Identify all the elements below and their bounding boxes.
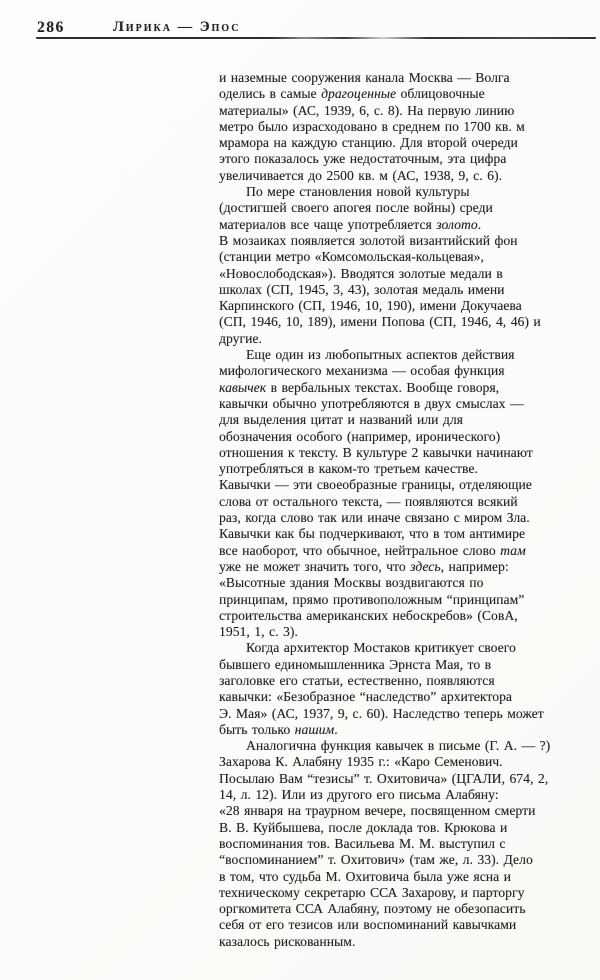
text-run: в том, что судьба М. Охитовича была уже ясна и (219, 868, 511, 884)
text-run: (СП, 1946, 10, 189), имени Попова (СП, 1946, 4, 46) и (219, 314, 541, 330)
text-line (219, 314, 596, 330)
text-line (219, 803, 596, 819)
text-run: Еще один из любопытных аспектов действия (246, 347, 515, 363)
text-run: (достигшей своего апогея после войны) среди (219, 200, 493, 216)
text-line (219, 282, 596, 298)
text-line (219, 70, 596, 86)
text-run: Кавычки как бы подчеркивают, что в том антимире (219, 526, 526, 542)
text-run: материалы» (АС, 1939, 6, с. 8). На первую линию (219, 102, 515, 118)
text-line (219, 901, 596, 917)
text-run: строительства американских небоскребов» (СовА, (219, 607, 518, 623)
body-text (219, 70, 596, 950)
text-run: Захарова К. Алабяну 1935 г.: «Каро Семенович. (219, 754, 503, 770)
text-run: 1951, 1, с. 3). (219, 624, 298, 640)
text-line (219, 754, 596, 770)
text-run: (станции метро «Комсомольская-кольцевая», (219, 249, 484, 265)
text-run: кавычки обычно употребляются в двух смыслах — (219, 395, 524, 411)
text-line (219, 86, 596, 102)
text-line (219, 657, 596, 673)
text-run: оргкомитета ССА Алабяну, поэтому не обезопасить (219, 901, 526, 917)
text-run: в вербальных текстах. Вообще говоря, (266, 379, 500, 395)
text-run: уже не может значить того, что (219, 558, 411, 574)
text-line (219, 249, 596, 265)
text-line (219, 200, 596, 216)
text-line (219, 624, 596, 640)
text-run: обозначения особого (например, иронического) (219, 428, 501, 444)
text-line (219, 820, 596, 836)
text-run: . (334, 721, 338, 737)
text-line (219, 852, 596, 868)
text-run: все наоборот, что обычное, нейтральное слово (219, 542, 501, 558)
text-line (219, 706, 596, 722)
text-run: По мере становления новой культуры (246, 184, 470, 200)
header-rule (36, 37, 596, 39)
text-line (219, 869, 596, 885)
text-line (219, 543, 596, 559)
text-run: мрамора на каждую станцию. Для второй очереди (219, 135, 518, 151)
text-line (219, 331, 596, 347)
text-line (219, 526, 596, 542)
text-line (219, 151, 596, 167)
text-line (219, 738, 596, 754)
text-run: «Новослободская»). Вводятся золотые медали в (219, 265, 503, 281)
page-number: 286 (37, 19, 65, 36)
text-line (219, 559, 596, 575)
text-line (219, 917, 596, 933)
text-run: увеличивается до 2500 кв. м (АС, 1938, 9, с. 6). (219, 167, 503, 183)
text-line (219, 673, 596, 689)
text-run: другие. (219, 330, 262, 346)
text-line (219, 640, 596, 656)
text-run: В. В. Куйбышева, после доклада тов. Крюкова и (219, 819, 508, 835)
text-line (219, 380, 596, 396)
text-run: «Высотные здания Москвы воздвигаются по (219, 575, 484, 591)
text-run: для выделения цитат и названий или для (219, 412, 463, 428)
text-run: слова от остального текста, — появляются всякий (219, 493, 518, 509)
text-run: кавычки: «Безобразное “наследство” архитектора (219, 689, 512, 705)
text-run: и наземные сооружения канала Москва — Волга (219, 70, 510, 85)
text-line (219, 689, 596, 705)
text-run: школах (СП, 1945, 3, 43), золотая медаль имени (219, 281, 505, 297)
text-line (219, 934, 596, 950)
text-line (219, 608, 596, 624)
text-line (219, 510, 596, 526)
text-run: казалось рискованным. (219, 933, 356, 949)
text-line (219, 592, 596, 608)
text-run: раз, когда слово так или иначе связано с миром Зла. (219, 510, 530, 526)
text-run: Когда архитектор Мостаков критикует своего (246, 640, 516, 656)
text-run: себя от его тезисов или воспоминаний кавычками (219, 917, 517, 933)
text-line (219, 233, 596, 249)
text-run: В мозаиках появляется золотой византийский фон (219, 232, 518, 248)
text-run: “воспоминанием” т. Охитович» (там же, л. 33). Дело (219, 852, 533, 868)
emphasized-text: золото (436, 216, 478, 232)
emphasized-text: здесь (410, 558, 441, 574)
text-line (219, 135, 596, 151)
text-run: «28 января на траурном вечере, посвященном смерти (219, 803, 536, 819)
emphasized-text: нашим (294, 721, 335, 737)
running-title: Лирика — Эпос (113, 19, 241, 35)
text-run: оделись в самые (219, 86, 322, 102)
text-run: метро было израсходовано в среднем по 1700 кв. м (219, 118, 525, 134)
text-run: Карпинского (СП, 1946, 10, 190), имени Докучаева (219, 298, 522, 314)
text-line (219, 103, 596, 119)
text-run: Кавычки — эти своеобразные границы, отделяющие (219, 477, 532, 493)
text-line (219, 298, 596, 314)
text-run: техническому секретарю ССА Захарову, и парторгу (219, 884, 525, 900)
text-run: 14, л. 12). Или из другого его письма Алабяну: (219, 787, 499, 803)
text-run: Посылаю Вам “тезисы” т. Охитовича» (ЦГАЛИ, 674, 2, (219, 770, 549, 786)
text-line (219, 347, 596, 363)
text-line (219, 363, 596, 379)
text-line (219, 168, 596, 184)
text-run: , например: (440, 558, 509, 574)
text-run: принципам, прямо противоположным “принципам” (219, 591, 525, 607)
text-run: отношения к тексту. В культуре 2 кавычки начинают (219, 444, 533, 460)
text-line (219, 787, 596, 803)
text-run: . (477, 216, 482, 232)
text-line (219, 494, 596, 510)
text-run: быть только (219, 721, 295, 737)
text-line (219, 445, 596, 461)
text-line (219, 266, 596, 282)
text-run: употребляться в каком-то третьем качестве. (219, 461, 478, 477)
text-line (219, 184, 596, 200)
text-line (219, 412, 596, 428)
text-line (219, 885, 596, 901)
text-line (219, 836, 596, 852)
text-run: Э. Мая» (АС, 1937, 9, с. 60). Наследство теперь может (219, 705, 544, 721)
text-line (219, 217, 596, 233)
text-line (219, 477, 596, 493)
text-line (219, 119, 596, 135)
text-line (219, 771, 596, 787)
emphasized-text: там (500, 542, 526, 558)
text-line (219, 722, 596, 738)
text-line (219, 575, 596, 591)
text-run: Аналогична функция кавычек в письме (Г. А. — ?) (246, 738, 551, 754)
text-run: облицовочные (396, 86, 485, 102)
text-run: бывшего единомышленника Эрнста Мая, то в (219, 656, 492, 672)
text-run: этого показалось уже недостаточным, эта цифра (219, 151, 507, 167)
text-line (219, 429, 596, 445)
emphasized-text: драгоценные (321, 86, 397, 102)
text-run: мифологического механизма — особая функция (219, 363, 505, 379)
text-run: заголовке его статьи, естественно, появляются (219, 672, 495, 688)
emphasized-text: кавычек (219, 379, 267, 395)
text-line (219, 461, 596, 477)
text-line (219, 396, 596, 412)
text-run: материалов все чаще употребляется (219, 216, 437, 232)
text-run: воспоминания тов. Васильева М. М. выступил с (219, 835, 506, 851)
